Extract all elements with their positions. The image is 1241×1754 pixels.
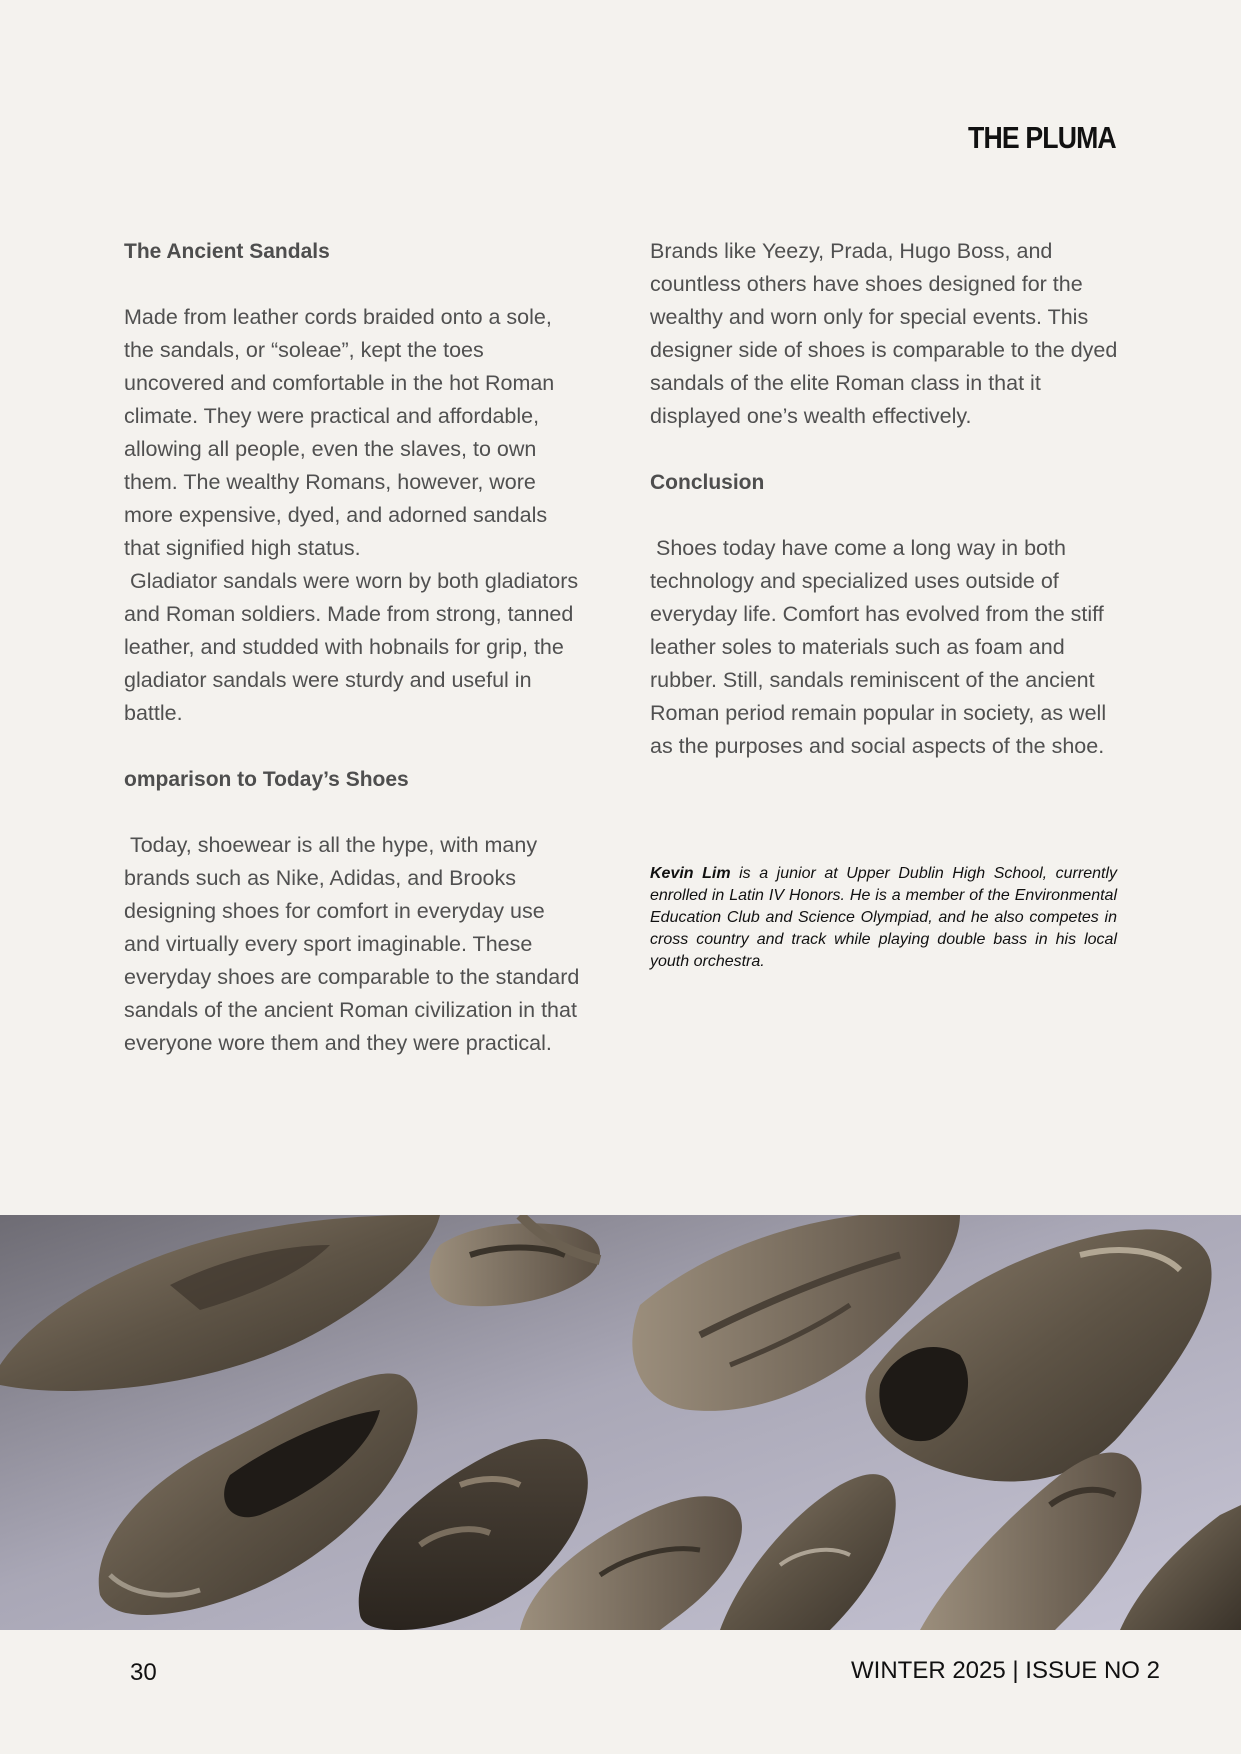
author-bio-text: is a junior at Upper Dublin High School, currently enrolled in Latin IV Honors. He is a member of the Environmental Education Club and Science Olympiad, and he also competes in cross country and track while playing double bass in his local youth orchestra. xyxy=(650,865,1118,970)
issue-label: WINTER 2025 | ISSUE NO 2 xyxy=(851,1657,1160,1684)
left-column xyxy=(124,235,584,1060)
paragraph-gladiator: Gladiator sandals were worn by both gladiators and Roman soldiers. Made from strong, tanned leather, and studded with hobnails for grip, the gladiator sandals were sturdy and useful in battle. xyxy=(124,569,579,725)
author-bio xyxy=(650,863,1117,973)
author-name: Kevin Lim xyxy=(650,865,731,882)
right-column xyxy=(650,235,1118,763)
section-heading-ancient-sandals: The Ancient Sandals xyxy=(124,240,330,263)
paragraph-soleae: Made from leather cords braided onto a sole, the sandals, or “soleae”, kept the toes uncovered and comfortable in the hot Roman climate. They were practical and affordable, allowing all people, even the slaves, to own them. The wealthy Romans, however, wore more expensive, dyed, and adorned sandals that signified high status. xyxy=(124,305,555,560)
ancient-shoes-photo xyxy=(0,1215,1241,1630)
paragraph-today: Today, shoewear is all the hype, with many brands such as Nike, Adidas, and Brooks designing shoes for comfort in everyday use and virtually every sport imaginable. These everyday shoes are comparable to the standard sandals of the ancient Roman civilization in that everyone wore them and they were practical. xyxy=(124,833,580,1055)
section-heading-comparison: omparison to Today’s Shoes xyxy=(124,768,409,791)
paragraph-conclusion: Shoes today have come a long way in both technology and specialized uses outside of everyday life. Comfort has evolved from the stiff leather soles to materials such as foam and rubber. Still, sandals reminiscent of the ancient Roman period remain popular in society, as well as the purposes and social aspects of the shoe. xyxy=(650,536,1107,758)
paragraph-brands: Brands like Yeezy, Prada, Hugo Boss, and countless others have shoes designed for the wealthy and worn only for special events. This designer side of shoes is comparable to the dyed sandals of the elite Roman class in that it displayed one’s wealth effectively. xyxy=(650,239,1118,428)
section-heading-conclusion: Conclusion xyxy=(650,471,765,494)
masthead-title: THE PLUMA xyxy=(968,120,1116,155)
page-number: 30 xyxy=(130,1659,157,1686)
